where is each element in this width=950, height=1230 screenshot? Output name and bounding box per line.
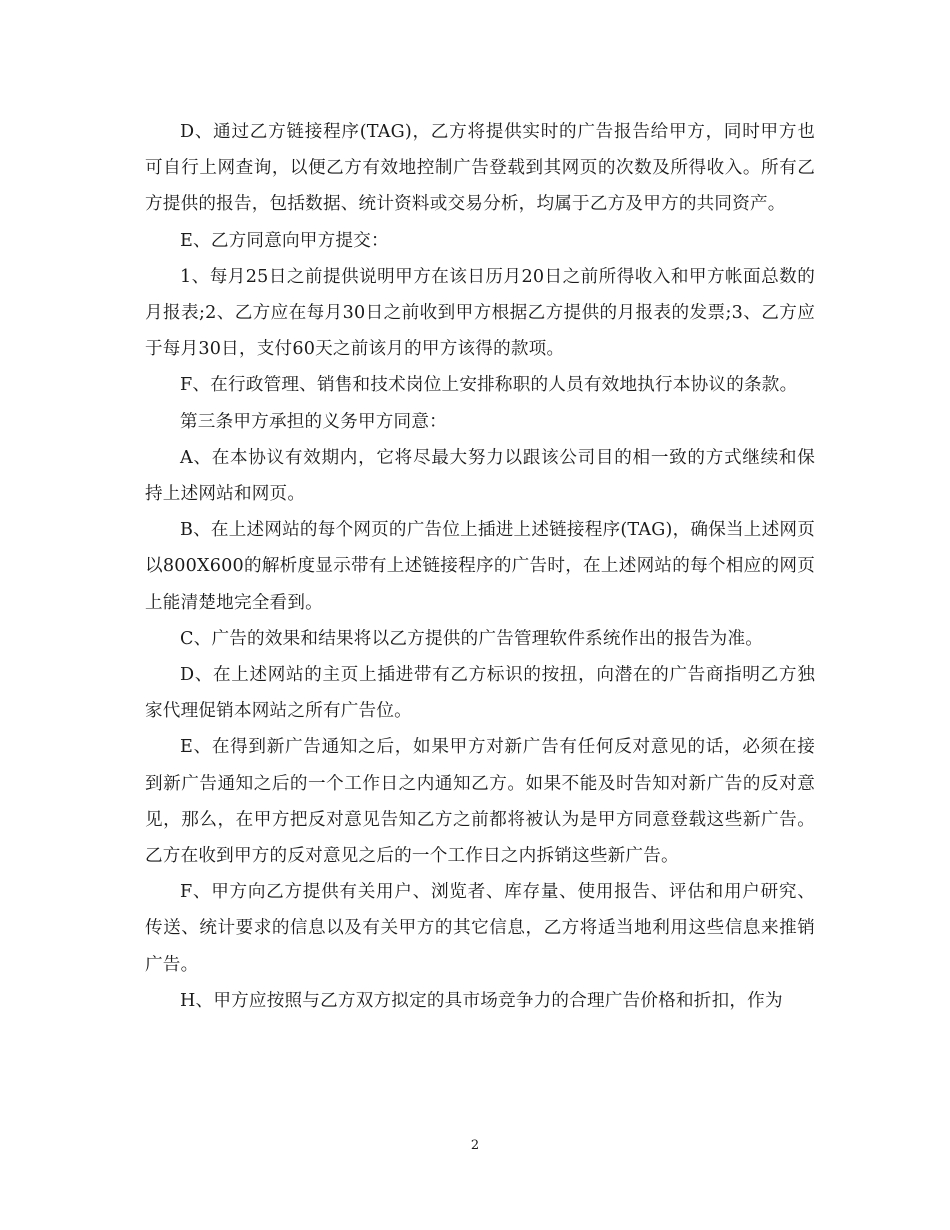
paragraph-e-submissions: E、乙方同意向甲方提交： [180, 230, 389, 251]
page-number: 2 [470, 1138, 480, 1153]
article-three-heading: 第三条甲方承担的义务甲方同意： [180, 411, 447, 432]
paragraph-d-ad-reports: D、通过乙方链接程序(TAG)，乙方将提供实时的广告报告给甲方，同时甲方也可自行上网查询，以便乙方有效地控制广告登载到其网页的次数及所得收入。所有乙方提供的报告，包括数据、统计资料或交易分析，均属于乙方及甲方的共同资产。 [145, 122, 815, 215]
paragraph-d-homepage-button: D、在上述网站的主页上插进带有乙方标识的按扭，向潜在的广告商指明乙方独家代理促销本网站之所有广告位。 [145, 665, 815, 722]
paragraph-monthly-reports: 1、每月25日之前提供说明甲方在该日历月20日之前所得收入和甲方帐面总数的月报表;2、乙方应在每月30日之前收到甲方根据乙方提供的月报表的发票;3、乙方应于每月30日，支付60天之前该月的甲方该得的款项。 [145, 266, 815, 360]
paragraph-f-staffing: F、在行政管理、销售和技术岗位上安排称职的人员有效地执行本协议的条款。 [180, 375, 798, 396]
paragraph-f-provide-info: F、甲方向乙方提供有关用户、浏览者、库存量、使用报告、评估和用户研究、传送、统计要求的信息以及有关甲方的其它信息，乙方将适当地利用这些信息来推销广告。 [145, 882, 815, 975]
document-body [145, 114, 815, 1019]
paragraph-e-new-ad-objection: E、在得到新广告通知之后，如果甲方对新广告有任何反对意见的话，必须在接到新广告通知之后的一个工作日之内通知乙方。如果不能及时告知对新广告的反对意见，那么，在甲方把反对意见告知乙方之前都将被认为是甲方同意登载这些新广告。乙方在收到甲方的反对意见之后的一个工作日之内拆销这些新广告。 [145, 737, 815, 867]
paragraph-h-pricing: H、甲方应按照与乙方双方拟定的具市场竞争力的合理广告价格和折扣，作为 [180, 990, 783, 1011]
paragraph-b-insert-tag: B、在上述网站的每个网页的广告位上插进上述链接程序(TAG)，确保当上述网页以800X600的解析度显示带有上述链接程序的广告时，在上述网站的每个相应的网页上能清楚地完全看到。 [145, 520, 815, 613]
paragraph-a-maintain-site: A、在本协议有效期内，它将尽最大努力以跟该公司目的相一致的方式继续和保持上述网站和网页。 [145, 447, 815, 505]
paragraph-c-ad-results: C、广告的效果和结果将以乙方提供的广告管理软件系统作出的报告为准。 [180, 628, 764, 649]
